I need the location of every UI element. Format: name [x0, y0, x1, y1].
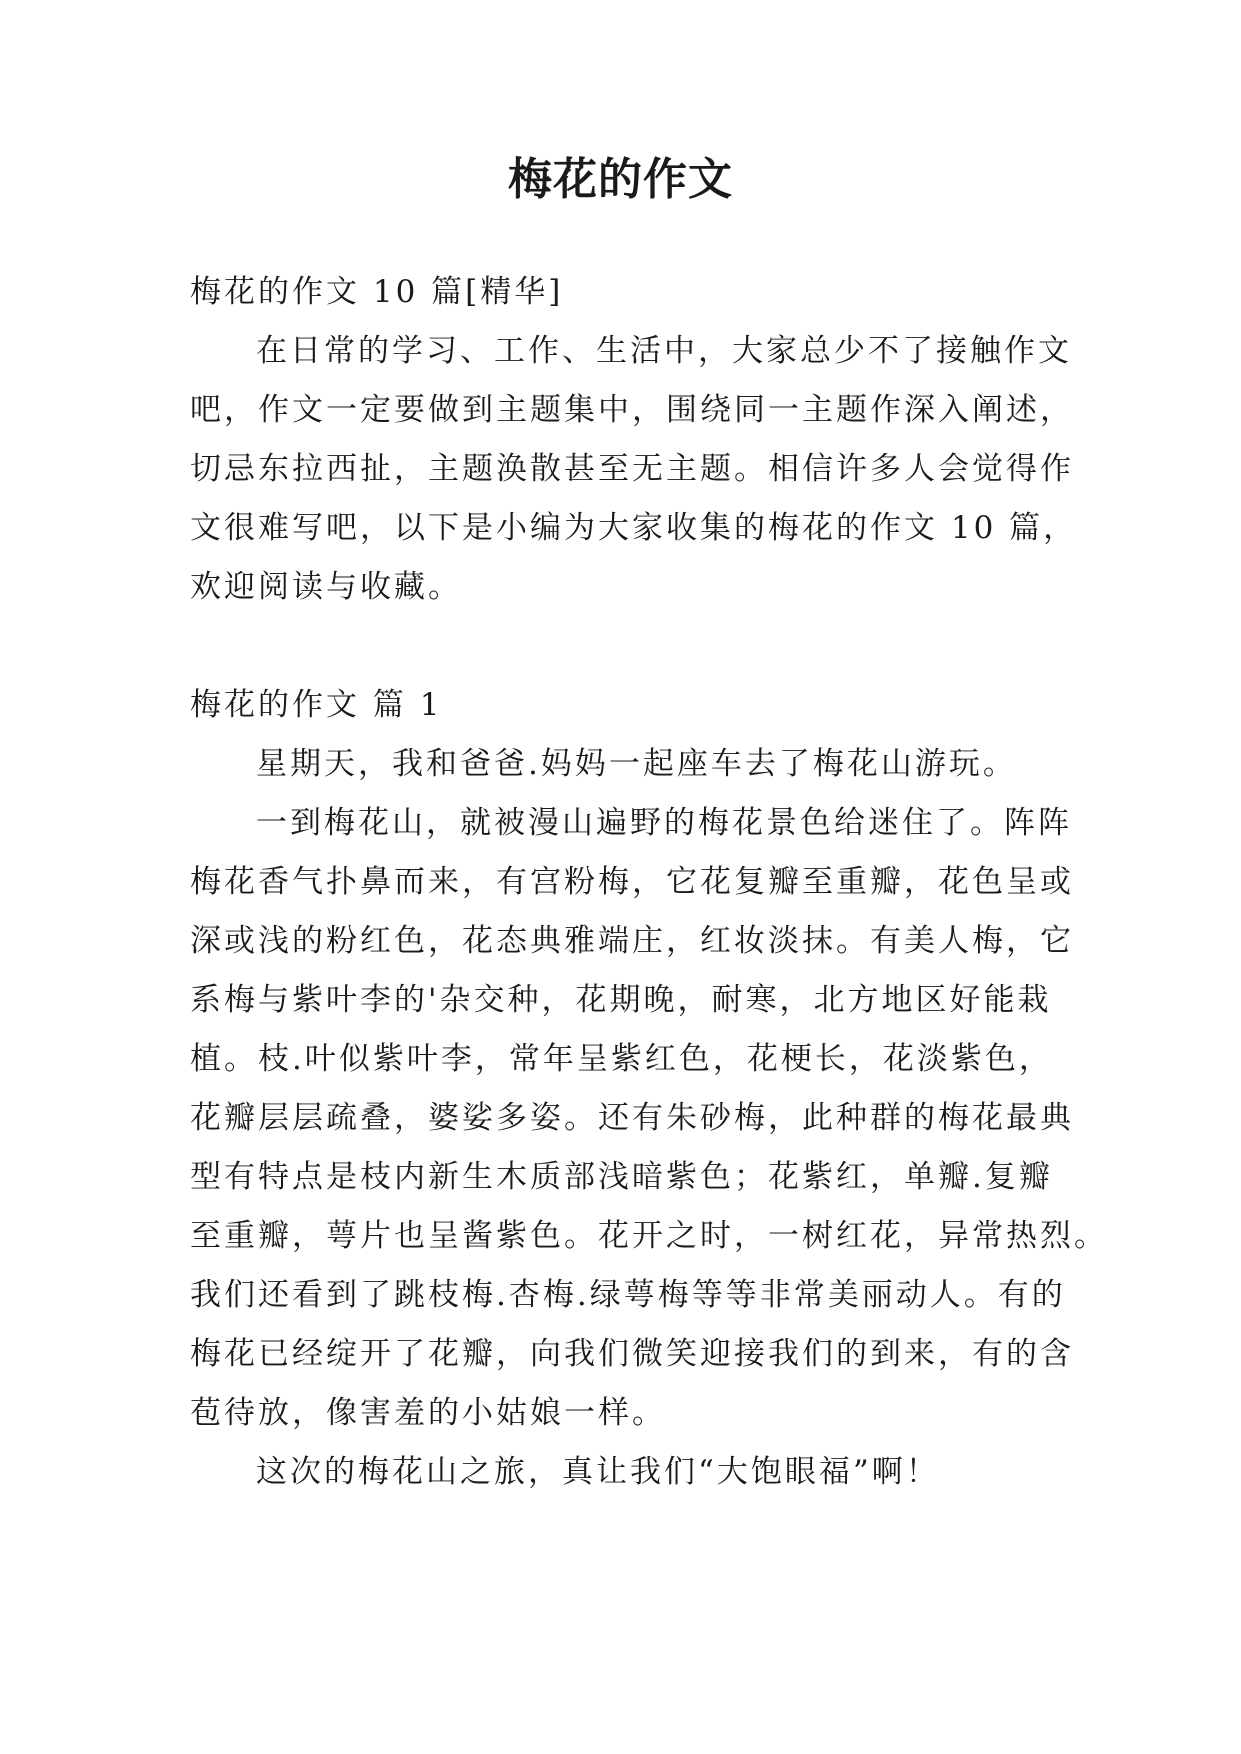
- document-subtitle: 梅花的作文 10 篇[精华]: [190, 274, 564, 310]
- paragraph-3: 这次的梅花山之旅，真让我们“大饱眼福”啊！: [256, 1454, 940, 1490]
- paragraph-1: 星期天，我和爸爸.妈妈一起座车去了梅花山游玩。: [256, 746, 1017, 782]
- document-title: 梅花的作文: [508, 154, 733, 205]
- paragraph-2-line: 梅花香气扑鼻而来，有宫粉梅，它花复瓣至重瓣，花色呈或: [190, 864, 1074, 900]
- intro-line: 在日常的学习、工作、生活中，大家总少不了接触作文: [256, 333, 1072, 369]
- paragraph-2-line: 花瓣层层疏叠，婆娑多姿。还有朱砂梅，此种群的梅花最典: [190, 1100, 1074, 1136]
- intro-line: 欢迎阅读与收藏。: [190, 569, 462, 605]
- paragraph-2-line: 我们还看到了跳枝梅.杏梅.绿萼梅等等非常美丽动人。有的: [190, 1277, 1066, 1313]
- paragraph-2-line: 一到梅花山，就被漫山遍野的梅花景色给迷住了。阵阵: [256, 805, 1072, 841]
- document-body: [190, 263, 1108, 1502]
- paragraph-2-line: 梅花已经绽开了花瓣，向我们微笑迎接我们的到来，有的含: [190, 1336, 1074, 1372]
- paragraph-2-line: 苞待放，像害羞的小姑娘一样。: [190, 1395, 666, 1431]
- section-heading: 梅花的作文 篇 1: [190, 687, 443, 723]
- intro-line: 吧，作文一定要做到主题集中，围绕同一主题作深入阐述，: [190, 392, 1074, 428]
- paragraph-2-line: 系梅与紫叶李的'杂交种，花期晚，耐寒，北方地区好能栽: [190, 982, 1052, 1018]
- paragraph-2-line: 植。枝.叶似紫叶李，常年呈紫红色，花梗长，花淡紫色，: [190, 1041, 1053, 1077]
- paragraph-2-line: 深或浅的粉红色，花态典雅端庄，红妆淡抹。有美人梅，它: [190, 923, 1074, 959]
- paragraph-2-line: 型有特点是枝内新生木质部浅暗紫色；花紫红，单瓣.复瓣: [190, 1159, 1053, 1195]
- paragraph-spacer: [190, 617, 1070, 676]
- paragraph-2: [190, 794, 1108, 1443]
- paragraph-2-line: 至重瓣，萼片也呈酱紫色。花开之时，一树红花，异常热烈。: [190, 1218, 1108, 1254]
- intro-line: 切忌东拉西扯，主题涣散甚至无主题。相信许多人会觉得作: [190, 451, 1074, 487]
- intro-paragraph: [190, 322, 1078, 617]
- intro-line: 文很难写吧，以下是小编为大家收集的梅花的作文 10 篇，: [190, 510, 1078, 546]
